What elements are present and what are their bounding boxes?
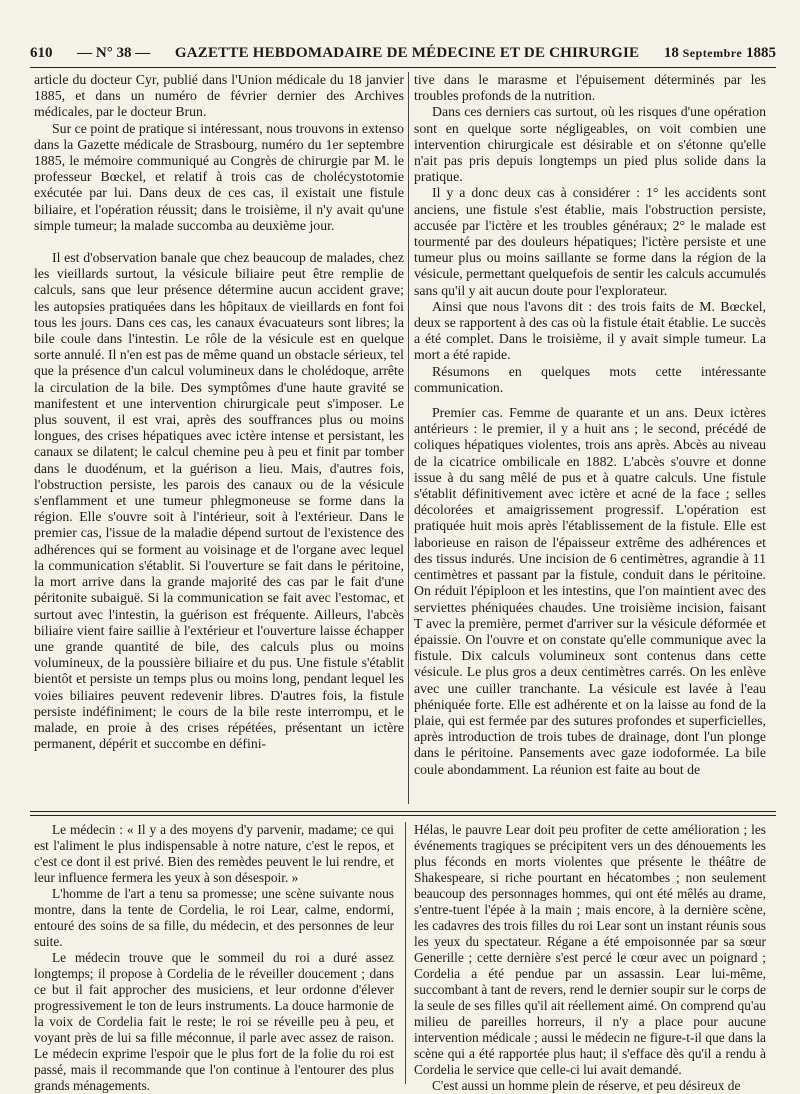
header-rule xyxy=(30,67,776,68)
date-day: 18 xyxy=(663,44,679,61)
feuilleton-rule-bottom xyxy=(30,815,776,816)
article-paragraph: Dans ces derniers cas surtout, où les risques d'une opération sont en quelque sorte négligeables, on voit combien une intervention chirurgicale est désirable et on s'étonne qu'elle n'ait pas pris depuis longtemps un pied plus solide dans la pratique. xyxy=(414,104,766,185)
feuilleton-paragraph: Hélas, le pauvre Lear doit peu profiter de cette amélioration ; les événements tragiques se précipitent vers un des dénouements les plus féconds en morts violentes que présente le théâtre de Shakespeare, si riche pourtant en hécatombes ; non seulement beaucoup des personnages hommes, qui ont été mêlés au drame, s'entre-tuent l'épée à la main ; mais encore, à la dernière scène, les cadavres des trois filles du roi Lear sont un instant réunis sous les yeux du spectateur. Régane a été empoisonnée par sa sœur Generille ; cette dernière s'est percé le cœur avec un poignard ; Cordelia a été pendue par un assassin. Lear lui-même, succombant à tant de revers, rend le dernier soupir sur le corps de la seule de ses filles qu'il ait réellement aimé. On comprend qu'au milieu de pareilles horreurs, il n'y a place pour aucune intervention médicale ; aussi le médecin ne figure-t-il que dans la scène qui a été rapportée plus haut; il s'efface dès qu'il a rendu à Cordelia le service que celle-ci lui avait demandé. xyxy=(414,822,766,1077)
page-number: 610 xyxy=(30,44,53,61)
article-paragraph: Il est d'observation banale que chez beaucoup de malades, chez les vieillards surtout, la vésicule biliaire peut être remplie de calculs, sans que leur présence détermine aucun accident grave; les autopsies pratiquées dans les hôpitaux de vieillards en font foi tous les jours. Dans ces cas, les canaux évacuateurs sont libres; la bile coule dans l'intestin. Le rôle de la vésicule est en quelque sorte annulé. Il n'en est pas de même quand un obstacle sérieux, tel que la présence d'un calcul volumineux dans le cholédoque, arrête la circulation de la bile. Des symptômes d'une haute gravité se manifestent et une intervention chirurgicale peut s'imposer. Le plus souvent, il est vrai, après des souffrances plus ou moins longues, des crises hépatiques avec ictère intense et persistant, les canaux se dilatent; le calcul chemine peu à peu et finit par tomber dans le duodénum, et la guérison a lieu. Mais, d'autres fois, l'obstruction persiste, les parois des canaux ou de la vésicule s'enflamment et une tumeur phlegmoneuse se forme dans la région. Elle s'ouvre soit à l'intérieur, soit à l'extérieur. Dans le premier cas, l'issue de la maladie dépend surtout de l'existence des adhérences qui se forment au voisinage et de l'organe avec lequel la communication s'établit. Si l'ouverture se fait dans le péritoine, la mort arrive dans la grande majorité des cas par le fait d'une péritonite subaiguë. Si la communication se fait avec l'estomac, et surtout avec l'intestin, la guérison est fréquente. Ailleurs, l'abcès biliaire vient faire saillie à l'extérieur et l'ouverture laisse échapper une grande quantité de bile, des calculs plus ou moins volumineux, de la poussière biliaire et du pus. Une fistule s'établit bientôt et persiste un temps plus ou moins long, pendant lequel les voies biliaires peuvent redevenir libres. D'autres fois, la fistule persiste indéfiniment; le cours de la bile reste interrompu, et le malade, en proie à des crises répétées, présentant un ictère permanent, dépérit et succombe en défini- xyxy=(34,250,404,752)
feuilleton-paragraph: Le médecin : « Il y a des moyens d'y parvenir, madame; ce qui est l'aliment le plus indispensable à notre nature, c'est le repos, et c'est ce dont il est privé. Bien des remèdes peuvent le lui rendre, et leur influence fermera les yeux à son désespoir. » xyxy=(34,822,394,885)
issue-number: — N° 38 — xyxy=(77,44,151,61)
feuilleton-rule-top xyxy=(30,811,776,812)
issue-date xyxy=(664,45,776,62)
article-paragraph: Premier cas. Femme de quarante et un ans. Deux ictères antérieurs : le premier, il y a huit ans ; le second, précédé de coliques hépatiques violentes, trois ans après. Abcès au niveau de la cicatrice ombilicale en 1882. L'abcès s'ouvre et donne issue à du sang mêlé de pus et à quatre calculs. Une fistule s'établit définitivement avec ictère et acné de la face ; selles décolorées et amaigrissement progressif. L'opération est pratiquée huit mois après l'établissement de la fistule. Elle est laborieuse en raison de l'épaisseur extrême des adhérences et des tissus indurés. Une incision de 6 centimètres, agrandie à 11 centimètres et passant par la fistule, conduit dans le péritoine. On réduit l'épiploon et les intestins, que l'on maintient avec des serviettes phéniquées chaudes. Une troisième incision, faisant T avec la première, permet d'arriver sur la vésicule déformée et épaissie. On l'ouvre et on constate qu'elle communique avec la fistule. Dix calculs volumineux sont contenus dans cette vésicule. Le plus gros a deux centimètres carrés. On les enlève avec une cuiller tranchante. La vésicule est lavée à l'eau phéniquée forte. Elle est adhérente et on la laisse au fond de la plaie, qui est fermée par des sutures profondes et superficielles, après introduction de trois tubes de drainage, dont l'un plonge dans le péritoine. Pansements avec gaze iodoformée. La bile coule abondamment. La réunion est faite au bout de xyxy=(414,405,766,777)
feuilleton-right-column xyxy=(414,822,766,1093)
feuilleton-paragraph: L'homme de l'art a tenu sa promesse; une scène suivante nous montre, dans la tente de Cordelia, le roi Lear, calme, endormi, entouré des soins de sa fille, du médecin, et des personnes de leur suite. xyxy=(34,886,394,949)
date-month: Septembre xyxy=(682,45,743,60)
article-paragraph: Il y a donc deux cas à considérer : 1° les accidents sont anciens, une fistule s'est établie, mais l'obstruction persiste, accusée par l'ictère et les troubles généraux; 2° le malade est tourmenté par des douleurs hépatiques; l'ictère persiste et une tumeur plus ou moins saillante se forme dans la région de la vésicule, permettant quelquefois de sentir les calculs accumulés sans qu'il y ait aucun doute pour l'explorateur. xyxy=(414,185,766,298)
feuilleton-paragraph: C'est aussi un homme plein de réserve, et peu désireux de xyxy=(432,1078,741,1093)
article-paragraph: tive dans le marasme et l'épuisement déterminés par les troubles profonds de la nutrition. xyxy=(414,72,766,104)
journal-title: GAZETTE HEBDOMADAIRE DE MÉDECINE ET DE CHIRURGIE xyxy=(174,44,640,61)
date-year: 1885 xyxy=(745,44,776,61)
feuilleton-left-column xyxy=(34,822,394,1093)
article-paragraph: Ainsi que nous l'avons dit : des trois faits de M. Bœckel, deux se rapportent à des cas où la fistule était établie. Le succès a été complet. Dans le troisième, il y avait simple tumeur. La mort a été rapide. xyxy=(414,298,766,363)
article-paragraph: Sur ce point de pratique si intéressant, nous trouvons in extenso dans la Gazette médicale de Strasbourg, numéro du 1er septembre 1885, le mémoire communiqué au Congrès de chirurgie par M. le professeur Bœckel, et relatif à trois cas de cholécystotomie exécutée par lui. Dans deux de ces cas, il existait une fistule biliaire, et l'opération réussit; dans le troisième, il n'y avait qu'une simple tumeur; la malade succomba au deuxième jour. xyxy=(34,120,404,233)
article-right-column xyxy=(414,72,766,804)
article-left-column xyxy=(34,72,404,804)
feuilleton-paragraph: Le médecin trouve que le sommeil du roi a duré assez longtemps; il propose à Cordelia de le réveiller doucement ; dans ce but il fait approcher des musiciens, et leur ordonne d'élever progressivement le ton de leurs instruments. La douce harmonie de la voix de Cordelia fait le reste; le roi se réveille peu à peu, et voyant près de lui sa fille méconnue, il parle avec assez de raison. Le médecin exprime l'espoir que le plus fort de la folie du roi est passé, mais il recommande que l'on continue à l'entourer des plus grands ménagements. xyxy=(34,950,394,1093)
column-divider xyxy=(408,72,409,804)
article-paragraph: article du docteur Cyr, publié dans l'Union médicale du 18 janvier 1885, et dans un numéro de février dernier des Archives médicales, par le docteur Brun. xyxy=(34,72,404,120)
feuilleton-column-divider xyxy=(405,822,406,1084)
running-header xyxy=(30,42,776,64)
article-paragraph: Résumons en quelques mots cette intéressante communication. xyxy=(414,363,766,395)
